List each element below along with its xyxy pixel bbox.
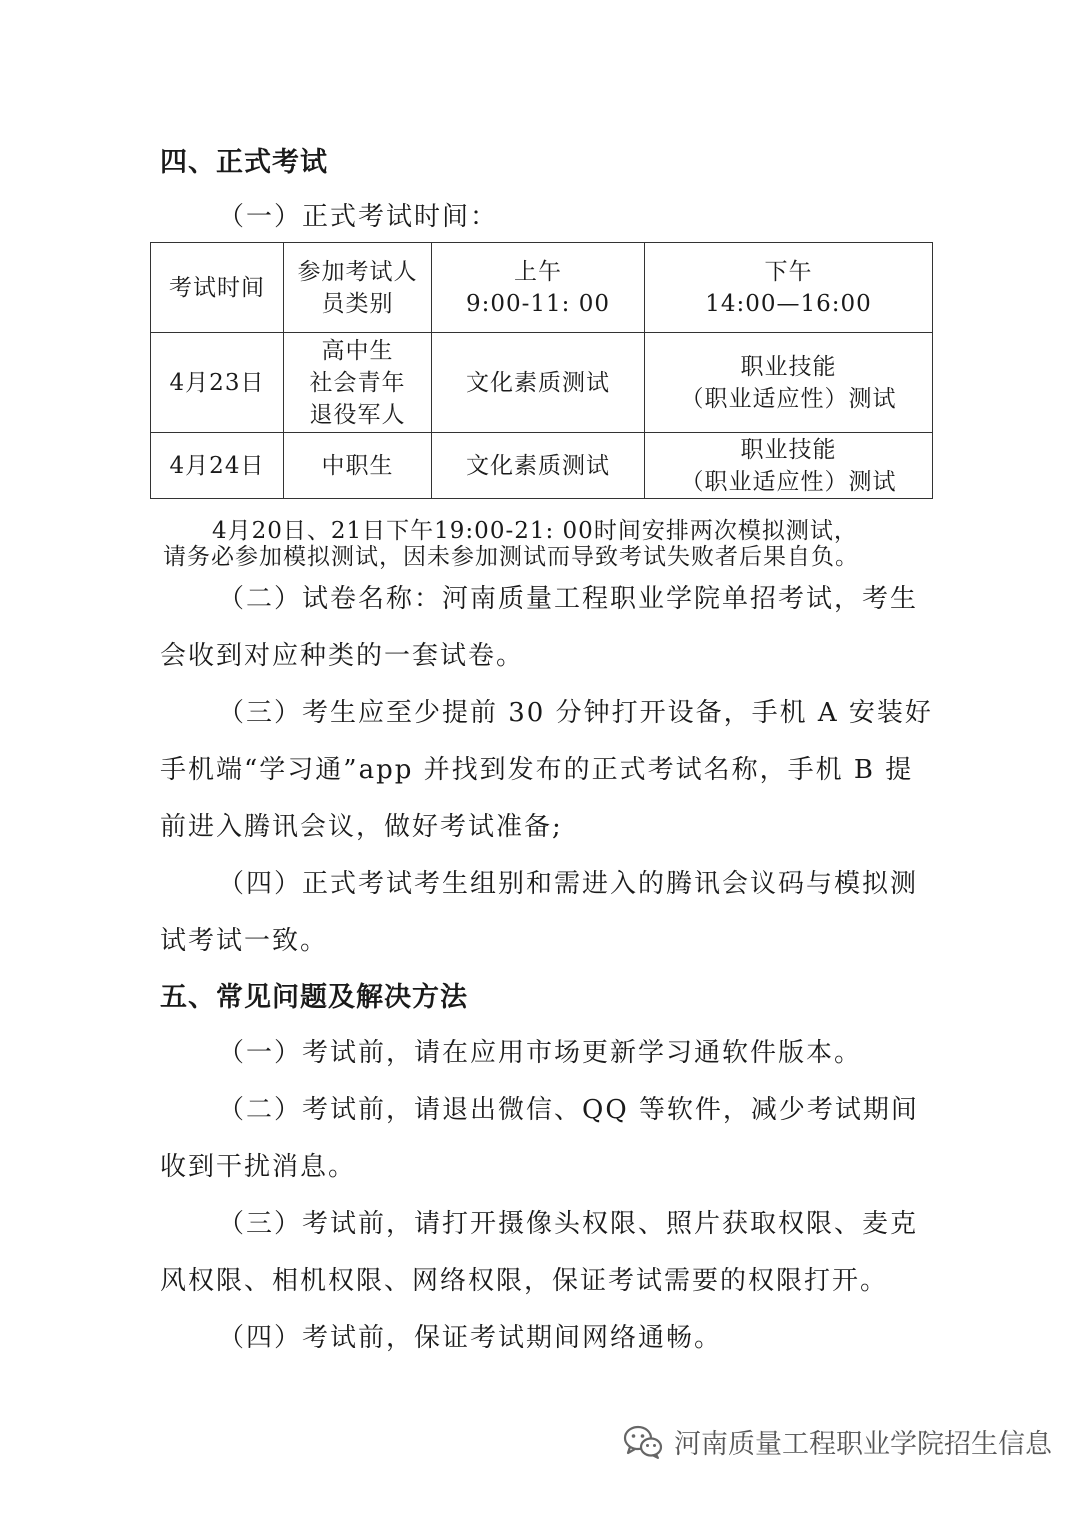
row-morning: 文化素质测试 xyxy=(432,433,645,499)
s4-p3-line3: 前进入腾讯会议，做好考试准备; xyxy=(160,812,563,842)
row-date: 4月23日 xyxy=(151,333,284,433)
s4-p4-line2: 试考试一致。 xyxy=(160,926,329,956)
s5-p2-line1: （二）考试前，请退出微信、QQ 等软件，减少考试期间 xyxy=(218,1095,919,1125)
table-row xyxy=(151,433,933,499)
row-morning: 文化素质测试 xyxy=(432,333,645,433)
mock-test-note-line2: 请务必参加模拟测试，因未参加测试而导致考试失败者后果自负。 xyxy=(163,544,859,570)
s5-p3-line1: （三）考试前，请打开摄像头权限、照片获取权限、麦克 xyxy=(218,1209,919,1239)
exam-schedule-table xyxy=(150,242,933,499)
row-category: 高中生 社会青年 退役军人 xyxy=(284,333,432,433)
header-exam-time: 考试时间 xyxy=(151,243,284,333)
s4-p2-line1: （二）试卷名称：河南质量工程职业学院单招考试，考生 xyxy=(218,584,919,614)
section-4-heading: 四、正式考试 xyxy=(160,147,328,178)
header-afternoon: 下午 14:00—16:00 xyxy=(645,243,933,333)
section-4-sub1: （一）正式考试时间： xyxy=(218,202,499,232)
wechat-watermark xyxy=(622,1422,1052,1461)
s4-p4-line1: （四）正式考试考生组别和需进入的腾讯会议码与模拟测 xyxy=(218,869,919,899)
row-afternoon: 职业技能 （职业适应性）测试 xyxy=(645,333,933,433)
row-afternoon: 职业技能 （职业适应性）测试 xyxy=(645,433,933,499)
s4-p3-line1: （三）考生应至少提前 30 分钟打开设备，手机 A 安装好 xyxy=(218,698,933,728)
s5-p4: （四）考试前，保证考试期间网络通畅。 xyxy=(218,1323,723,1353)
s4-p2-line2: 会收到对应种类的一套试卷。 xyxy=(160,641,525,671)
s4-p3-line2: 手机端“学习通”app 并找到发布的正式考试名称，手机 B 提 xyxy=(160,755,914,785)
section-5-heading: 五、常见问题及解决方法 xyxy=(160,982,468,1013)
wechat-icon xyxy=(622,1423,664,1461)
row-category: 中职生 xyxy=(284,433,432,499)
s5-p1: （一）考试前，请在应用市场更新学习通软件版本。 xyxy=(218,1038,863,1068)
row-date: 4月24日 xyxy=(151,433,284,499)
table-row xyxy=(151,333,933,433)
header-morning: 上午 9:00-11: 00 xyxy=(432,243,645,333)
header-category: 参加考试人 员类别 xyxy=(284,243,432,333)
watermark-text: 河南质量工程职业学院招生信息 xyxy=(674,1429,1052,1460)
table-header-row xyxy=(151,243,933,333)
s5-p2-line2: 收到干扰消息。 xyxy=(160,1152,357,1182)
s5-p3-line2: 风权限、相机权限、网络权限，保证考试需要的权限打开。 xyxy=(160,1266,889,1296)
mock-test-note-line1: 4月20日、21日下午19:00-21: 00时间安排两次模拟测试， xyxy=(212,518,858,544)
